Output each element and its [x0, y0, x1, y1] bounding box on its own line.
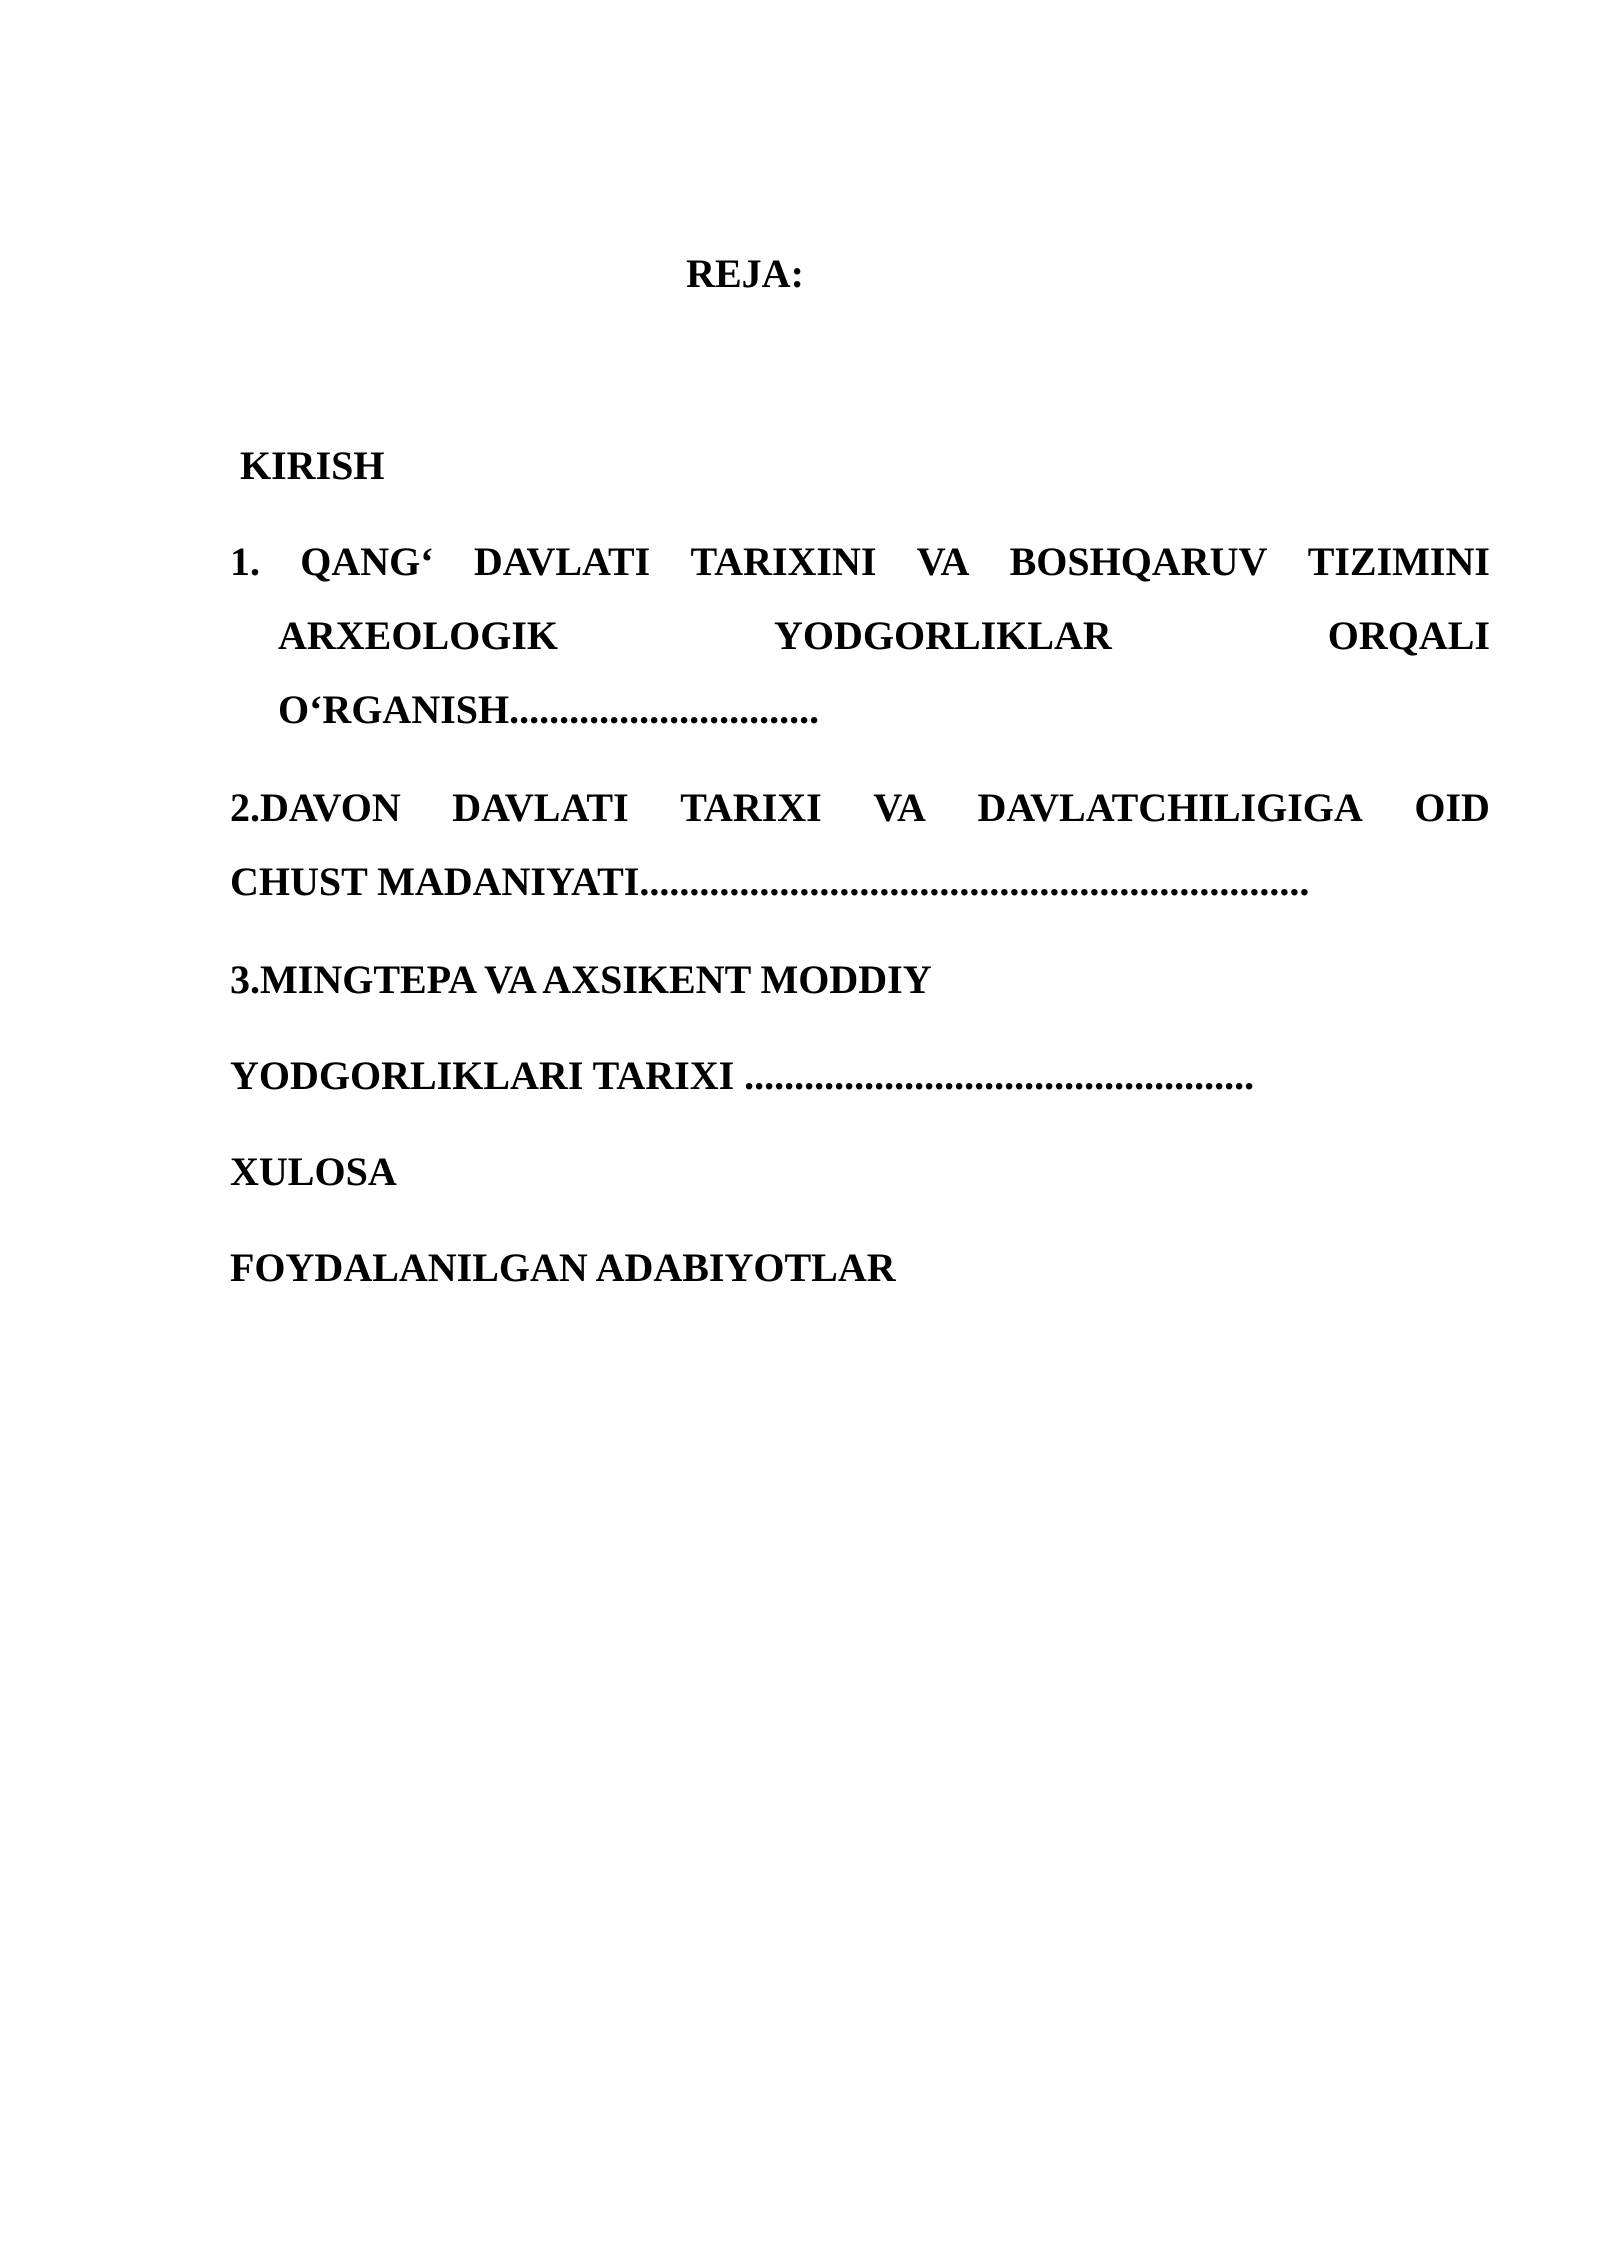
toc-item-references: FOYDALANILGAN ADABIYOTLAR	[230, 1245, 896, 1290]
toc-item-3-line-1: 3.MINGTEPA VA AXSIKENT MODDIY	[230, 957, 932, 1002]
toc-word: ORQALI	[1327, 613, 1490, 658]
toc-word: DAVLATCHILIGIGA	[977, 785, 1363, 830]
toc-word: VA	[916, 539, 970, 584]
toc-word: BOSHQARUV	[1009, 539, 1268, 584]
toc-word: DAVLATI	[452, 785, 629, 830]
page-title: REJA:	[686, 251, 804, 296]
toc-word: 2.DAVON	[230, 785, 401, 830]
toc-item-2-line-1	[230, 784, 1490, 832]
toc-item-3-line-2: YODGORLIKLARI TARIXI ...................................................	[230, 1053, 1255, 1098]
toc-word: ARXEOLOGIK	[278, 613, 559, 658]
toc-word: TIZIMINI	[1307, 539, 1490, 584]
toc-item-1-line-1	[230, 538, 1490, 586]
toc-word: QANG‘	[300, 539, 434, 584]
toc-item-kirish: KIRISH	[240, 443, 385, 488]
toc-word: TARIXINI	[690, 539, 877, 584]
toc-item-2-line-2: CHUST MADANIYATI...................................................................	[230, 859, 1310, 904]
toc-word: TARIXI	[680, 785, 822, 830]
toc-word: OID	[1414, 785, 1490, 830]
toc-item-1-line-3: O‘RGANISH...............................	[278, 687, 820, 732]
toc-item-xulosa: XULOSA	[230, 1149, 397, 1194]
toc-word: DAVLATI	[473, 539, 651, 584]
toc-item-1-number: 1.	[230, 539, 260, 584]
toc-word: VA	[873, 785, 926, 830]
toc-word: YODGORLIKLAR	[773, 613, 1112, 658]
toc-item-1-line-2	[278, 612, 1490, 660]
